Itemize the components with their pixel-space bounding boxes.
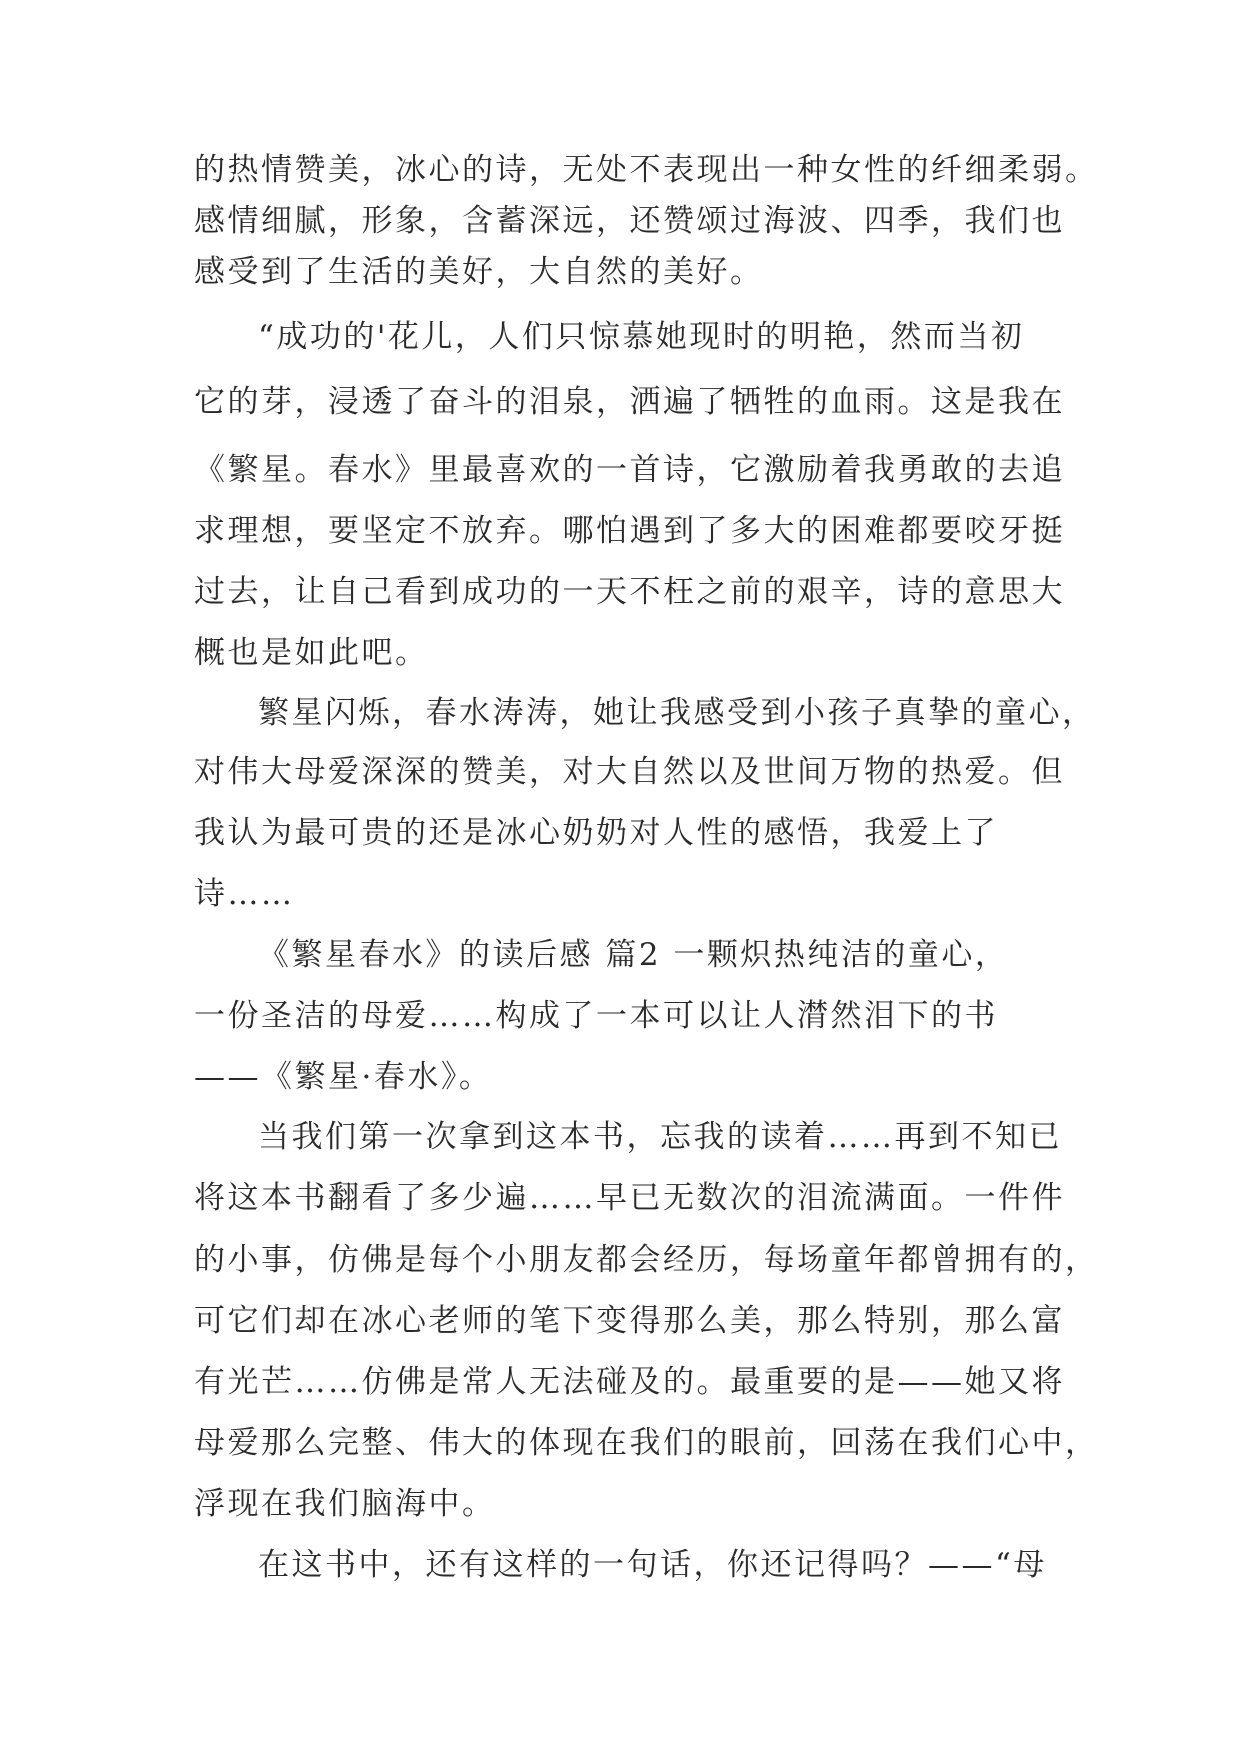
text-line: ——《繁星·春水》。 xyxy=(194,1059,493,1095)
text-line: 它的芽，浸透了奋斗的泪泉，洒遍了牺牲的血雨。这是我在 xyxy=(194,384,1065,420)
text-line: 在这书中，还有这样的一句话，你还记得吗？——“母 xyxy=(258,1547,1047,1583)
text-line: 感情细腻，形象，含蓄深远，还赞颂过海波、四季，我们也 xyxy=(194,203,1065,239)
text-line: 有光芒……仿佛是常人无法碰及的。最重要的是——她又将 xyxy=(194,1364,1065,1400)
text-line: 我认为最可贵的还是冰心奶奶对人性的感悟，我爱上了 xyxy=(194,815,998,851)
text-line: 浮现在我们脑海中。 xyxy=(194,1486,496,1522)
text-line: 对伟大母爱深深的赞美，对大自然以及世间万物的热爱。但 xyxy=(194,754,1065,790)
text-line: 《繁星。春水》里最喜欢的一首诗，它激励着我勇敢的去追 xyxy=(194,452,1065,488)
text-line: 繁星闪烁，春水涛涛，她让我感受到小孩子真挚的童心， xyxy=(258,695,1096,731)
text-line: 的热情赞美，冰心的诗，无处不表现出一种女性的纤细柔弱。 xyxy=(194,152,1099,188)
text-line: 概也是如此吧。 xyxy=(194,635,429,671)
text-line: 求理想，要坚定不放弃。哪怕遇到了多大的困难都要咬牙挺 xyxy=(194,513,1065,549)
text-line: 诗…… xyxy=(194,876,295,912)
text-line: “成功的'花儿，人们只惊慕她现时的明艳，然而当初 xyxy=(258,319,1025,355)
text-line: 将这本书翻看了多少遍……早已无数次的泪流满面。一件件 xyxy=(194,1180,1065,1216)
text-line: 母爱那么完整、伟大的体现在我们的眼前，回荡在我们心中， xyxy=(194,1425,1099,1461)
text-line: 的小事，仿佛是每个小朋友都会经历，每场童年都曾拥有的， xyxy=(194,1242,1099,1278)
text-line: 感受到了生活的美好，大自然的美好。 xyxy=(194,254,764,290)
section-heading-line: 《繁星春水》的读后感 篇2 一颗炽热纯洁的童心， xyxy=(258,937,1009,973)
text-line: 可它们却在冰心老师的笔下变得那么美，那么特别，那么富 xyxy=(194,1303,1065,1339)
text-line: 当我们第一次拿到这本书，忘我的读着……再到不知已 xyxy=(258,1119,1062,1155)
text-line: 一份圣洁的母爱……构成了一本可以让人潸然泪下的书 xyxy=(194,998,998,1034)
text-line: 过去，让自己看到成功的一天不枉之前的艰辛，诗的意思大 xyxy=(194,574,1065,610)
